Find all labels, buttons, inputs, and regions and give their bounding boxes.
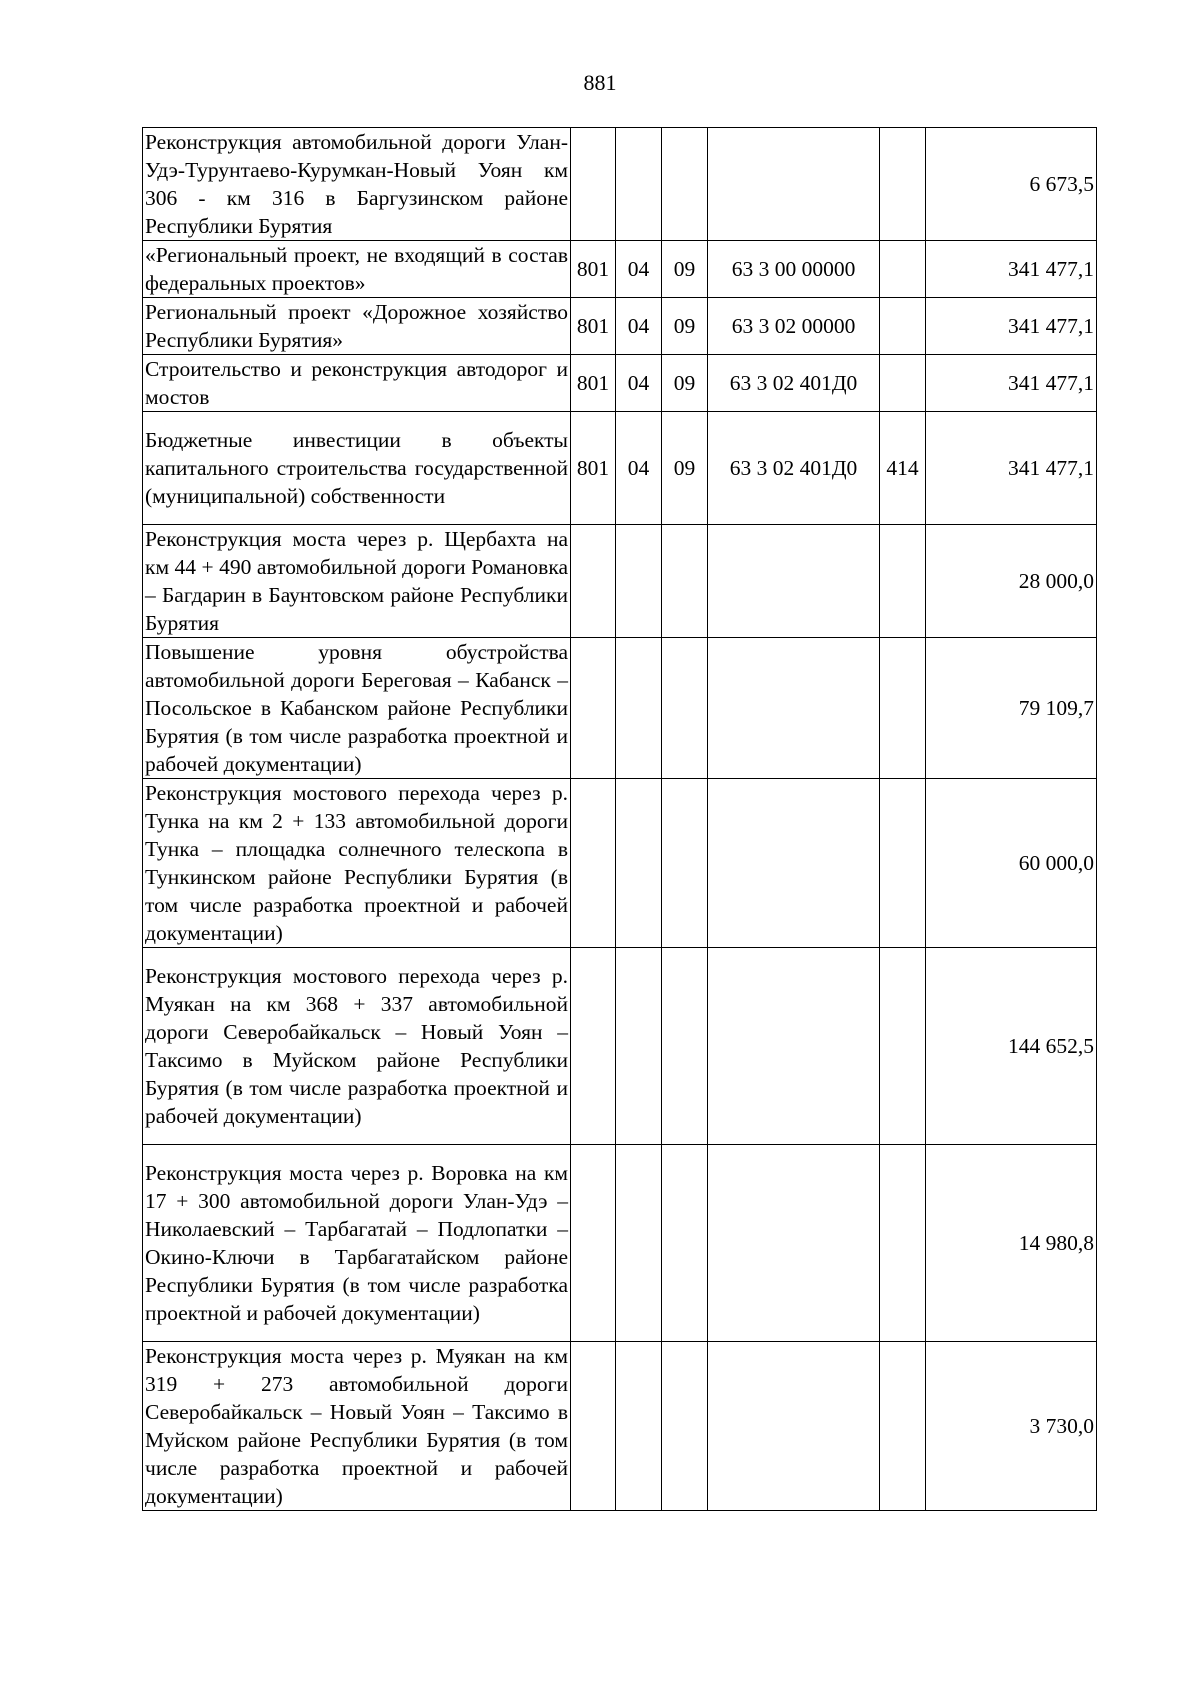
row-vr bbox=[880, 128, 926, 241]
table-row bbox=[143, 948, 1097, 1145]
row-pr bbox=[662, 525, 708, 638]
row-vr bbox=[880, 355, 926, 412]
row-csr bbox=[708, 1145, 880, 1342]
row-gr bbox=[571, 525, 616, 638]
row-sum: 341 477,1 bbox=[926, 412, 1097, 525]
row-rz: 04 bbox=[616, 355, 662, 412]
row-vr bbox=[880, 948, 926, 1145]
row-gr bbox=[571, 779, 616, 948]
row-pr bbox=[662, 1145, 708, 1342]
row-vr: 414 bbox=[880, 412, 926, 525]
row-pr bbox=[662, 948, 708, 1145]
row-vr bbox=[880, 241, 926, 298]
row-vr bbox=[880, 638, 926, 779]
row-name: Реконструкция моста через р. Муякан на км 319 + 273 автомобильной дороги Северобайкальск – Новый Уоян – Таксимо в Муйском районе Республики Бурятия (в том числе разработка проектной и рабочей документации) bbox=[143, 1342, 571, 1511]
row-sum: 28 000,0 bbox=[926, 525, 1097, 638]
row-csr bbox=[708, 1342, 880, 1511]
table-row bbox=[143, 1145, 1097, 1342]
row-vr bbox=[880, 779, 926, 948]
row-gr bbox=[571, 638, 616, 779]
row-pr bbox=[662, 638, 708, 779]
table-row bbox=[143, 779, 1097, 948]
row-sum: 144 652,5 bbox=[926, 948, 1097, 1145]
row-name: Строительство и реконструкция автодорог и мостов bbox=[143, 355, 571, 412]
table-row bbox=[143, 298, 1097, 355]
row-csr: 63 3 02 00000 bbox=[708, 298, 880, 355]
row-gr bbox=[571, 1342, 616, 1511]
table-row bbox=[143, 412, 1097, 525]
row-name: Реконструкция моста через р. Щербахта на км 44 + 490 автомобильной дороги Романовка – Багдарин в Баунтовском районе Республики Бурятия bbox=[143, 525, 571, 638]
row-csr: 63 3 02 401Д0 bbox=[708, 412, 880, 525]
row-csr bbox=[708, 525, 880, 638]
page-number: 881 bbox=[583, 70, 617, 95]
row-sum: 341 477,1 bbox=[926, 355, 1097, 412]
table-row bbox=[143, 1342, 1097, 1511]
row-rz bbox=[616, 1145, 662, 1342]
row-sum: 14 980,8 bbox=[926, 1145, 1097, 1342]
row-csr: 63 3 00 00000 bbox=[708, 241, 880, 298]
row-csr bbox=[708, 948, 880, 1145]
row-name: «Региональный проект, не входящий в состав федеральных проектов» bbox=[143, 241, 571, 298]
row-rz bbox=[616, 1342, 662, 1511]
row-gr: 801 bbox=[571, 355, 616, 412]
row-gr bbox=[571, 128, 616, 241]
row-name: Реконструкция моста через р. Воровка на км 17 + 300 автомобильной дороги Улан-Удэ – Николаевский – Тарбагатай – Подлопатки – Окино-Ключи в Тарбагатайском районе Республики Бурятия (в том числе разработка проектной и рабочей документации) bbox=[143, 1145, 571, 1342]
row-rz bbox=[616, 638, 662, 779]
row-vr bbox=[880, 1145, 926, 1342]
table-row bbox=[143, 128, 1097, 241]
row-vr bbox=[880, 1342, 926, 1511]
row-sum: 341 477,1 bbox=[926, 298, 1097, 355]
row-name: Повышение уровня обустройства автомобильной дороги Береговая – Кабанск – Посольское в Кабанском районе Республики Бурятия (в том числе разработка проектной и рабочей документации) bbox=[143, 638, 571, 779]
row-pr: 09 bbox=[662, 241, 708, 298]
row-gr: 801 bbox=[571, 298, 616, 355]
row-csr bbox=[708, 128, 880, 241]
row-name: Бюджетные инвестиции в объекты капитального строительства государственной (муниципальной) собственности bbox=[143, 412, 571, 525]
row-sum: 79 109,7 bbox=[926, 638, 1097, 779]
row-gr bbox=[571, 1145, 616, 1342]
row-rz: 04 bbox=[616, 298, 662, 355]
row-name: Реконструкция мостового перехода через р. Тунка на км 2 + 133 автомобильной дороги Тунка – площадка солнечного телескопа в Тункинском районе Республики Бурятия (в том числе разработка проектной и рабочей документации) bbox=[143, 779, 571, 948]
row-csr bbox=[708, 779, 880, 948]
row-csr: 63 3 02 401Д0 bbox=[708, 355, 880, 412]
row-rz bbox=[616, 779, 662, 948]
row-sum: 341 477,1 bbox=[926, 241, 1097, 298]
row-rz bbox=[616, 128, 662, 241]
table-row bbox=[143, 241, 1097, 298]
row-pr bbox=[662, 1342, 708, 1511]
row-rz bbox=[616, 948, 662, 1145]
row-gr bbox=[571, 948, 616, 1145]
row-pr: 09 bbox=[662, 412, 708, 525]
row-pr bbox=[662, 128, 708, 241]
row-name: Реконструкция автомобильной дороги Улан-Удэ-Турунтаево-Курумкан-Новый Уоян км 306 - км 316 в Баргузинском районе Республики Бурятия bbox=[143, 128, 571, 241]
row-rz: 04 bbox=[616, 241, 662, 298]
row-rz: 04 bbox=[616, 412, 662, 525]
budget-table bbox=[142, 127, 1097, 1511]
row-csr bbox=[708, 638, 880, 779]
row-sum: 3 730,0 bbox=[926, 1342, 1097, 1511]
row-sum: 60 000,0 bbox=[926, 779, 1097, 948]
row-gr: 801 bbox=[571, 241, 616, 298]
row-pr: 09 bbox=[662, 298, 708, 355]
row-pr bbox=[662, 779, 708, 948]
row-vr bbox=[880, 298, 926, 355]
row-name: Региональный проект «Дорожное хозяйство Республики Бурятия» bbox=[143, 298, 571, 355]
row-gr: 801 bbox=[571, 412, 616, 525]
row-sum: 6 673,5 bbox=[926, 128, 1097, 241]
row-name: Реконструкция мостового перехода через р. Муякан на км 368 + 337 автомобильной дороги Северобайкальск – Новый Уоян – Таксимо в Муйском районе Республики Бурятия (в том числе разработка проектной и рабочей документации) bbox=[143, 948, 571, 1145]
table-row bbox=[143, 638, 1097, 779]
row-rz bbox=[616, 525, 662, 638]
row-vr bbox=[880, 525, 926, 638]
table-row bbox=[143, 525, 1097, 638]
table-row bbox=[143, 355, 1097, 412]
row-pr: 09 bbox=[662, 355, 708, 412]
